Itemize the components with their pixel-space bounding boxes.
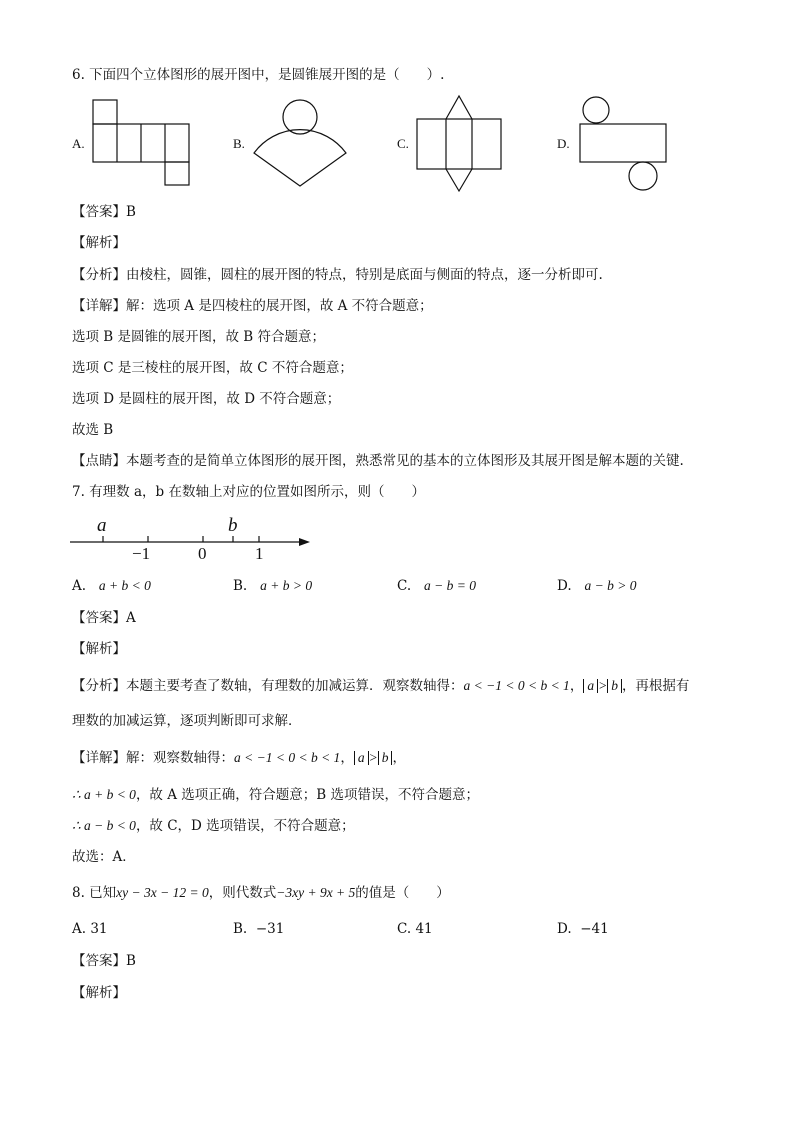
q6-option-d-label: D.: [557, 136, 570, 151]
q7-fenxi-abs-a: a: [583, 679, 598, 693]
q7-xiangjie: 【详解】解：观察数轴得：a < −1 < 0 < b < 1， a > b ，: [72, 750, 406, 766]
q8-stem-post: 的值是（ ）: [355, 885, 450, 901]
q7-option-b-label: B.: [233, 578, 248, 594]
q8-option-a-value: 31: [90, 921, 108, 937]
q7-therefore-2-expr: ∴ a − b < 0: [72, 818, 136, 833]
q7-therefore-2: [72, 817, 355, 835]
q7-therefore-2-text: ，故 C，D 选项错误，不符合题意；: [135, 818, 355, 834]
q7-option-a-label: A.: [72, 578, 87, 594]
q6-fenxi: 【分析】由棱柱，圆锥，圆柱的展开图的特点，特别是底面与侧面的特点，逐一分析即可.: [72, 267, 603, 283]
q7-option-c-expr: a − b = 0: [424, 578, 476, 593]
q7-option-d-label: D.: [557, 578, 572, 594]
q8-stem-pre: 8. 已知: [72, 885, 117, 901]
q8-option-c: [397, 921, 433, 937]
q7-tick-1-label: 1: [255, 544, 264, 563]
q7-option-c: [397, 578, 476, 594]
q7-point-b-label: b: [228, 515, 238, 536]
q7-fenxi-tail: ，再根据有: [621, 678, 690, 694]
q7-fenxi-line2: 理数的加减运算，逐项判断即可求解．: [72, 713, 302, 729]
q6-conclusion: 故选 B: [72, 422, 114, 438]
q6-line-c: 选项 C 是三棱柱的展开图，故 C 不符合题意；: [72, 360, 353, 376]
q7-conclusion: 故选：A．: [72, 849, 136, 865]
q6-stem: 6. 下面四个立体图形的展开图中，是圆锥展开图的是（ ）.: [72, 67, 445, 83]
q7-fenxi-line1: 【分析】本题主要考查了数轴，有理数的加减运算．观察数轴得：a < −1 < 0 < b < 1， a > b ，再根据有: [72, 678, 690, 694]
q7-option-a: [72, 578, 151, 594]
q7-tick-0-label: 0: [198, 544, 207, 563]
q8-option-c-value: 41: [415, 921, 433, 937]
q6-answer: 【答案】B: [72, 204, 136, 220]
q8-option-b-label: B.: [233, 921, 248, 937]
q7-analysis-heading: 【解析】: [72, 641, 126, 657]
q6-xiangjie: 【详解】解：选项 A 是四棱柱的展开图，故 A 不符合题意；: [72, 298, 433, 314]
q6-option-c-label: C.: [397, 136, 409, 151]
q7-therefore-1: [72, 786, 479, 804]
q8-option-d-label: D.: [557, 921, 572, 937]
q6-line-b: 选项 B 是圆锥的展开图，故 B 符合题意；: [72, 329, 326, 345]
q8-stem-mid: ，则代数式: [208, 885, 277, 901]
q7-option-c-label: C.: [397, 578, 412, 594]
q8-stem: [72, 884, 450, 902]
q7-therefore-1-expr: ∴ a + b < 0: [72, 787, 136, 802]
q7-stem: 7. 有理数 a，b 在数轴上对应的位置如图所示，则（ ）: [72, 484, 425, 500]
q7-fenxi-gt: >: [598, 678, 608, 693]
q7-fenxi-text: 【分析】本题主要考查了数轴，有理数的加减运算．观察数轴得：: [72, 678, 464, 694]
q7-option-b-expr: a + b > 0: [260, 578, 313, 593]
q6-dianjing: 【点睛】本题考查的是简单立体图形的展开图，熟悉常见的基本的立体图形及其展开图是解本题的关键.: [72, 453, 684, 469]
q7-option-d-expr: a − b > 0: [584, 578, 637, 593]
q6-option-a-label: A.: [72, 136, 85, 151]
q7-xiangjie-abs-a: a: [354, 751, 369, 765]
q6-figure-b-cone-net: [252, 98, 348, 188]
q8-option-c-label: C.: [397, 921, 412, 937]
q8-answer: 【答案】B: [72, 953, 136, 969]
q8-option-d: [557, 921, 609, 937]
q6-figure-d-cylinder-net: [578, 95, 668, 193]
q7-xiangjie-abs-b: b: [378, 751, 393, 765]
q7-xiangjie-inequality: a < −1 < 0 < b < 1: [234, 750, 341, 765]
q6-figure-c-triangular-prism-net: [416, 95, 504, 193]
q7-xiangjie-text: 【详解】解：观察数轴得：: [72, 750, 234, 766]
q8-stem-expression: −3xy + 9x + 5: [276, 885, 356, 900]
q7-fenxi-inequality: a < −1 < 0 < b < 1: [463, 678, 570, 693]
q8-stem-equation: xy − 3x − 12 = 0: [116, 885, 209, 900]
q7-tick-neg1-label: −1: [132, 544, 151, 563]
q6-line-d: 选项 D 是圆柱的展开图，故 D 不符合题意；: [72, 391, 341, 407]
q8-option-a-label: A.: [72, 921, 87, 937]
q6-figure-a-prism-net: [92, 99, 192, 189]
q7-answer: 【答案】A: [72, 610, 136, 626]
q6-option-b-label: B.: [233, 136, 245, 151]
q8-option-a: [72, 921, 108, 937]
q7-fenxi-abs-b: b: [607, 679, 622, 693]
q6-analysis-heading: 【解析】: [72, 235, 126, 251]
q8-option-b-value: −31: [255, 921, 285, 937]
q7-option-b: [233, 578, 312, 594]
q7-option-d: [557, 578, 637, 594]
q7-xiangjie-gt: >: [368, 750, 378, 765]
q7-point-a-label: a: [97, 515, 107, 536]
q8-option-d-value: −41: [580, 921, 609, 937]
q7-therefore-1-text: ，故 A 选项正确，符合题意；B 选项错误，不符合题意；: [135, 787, 479, 803]
q8-analysis-heading: 【解析】: [72, 985, 126, 1001]
q7-number-line: [70, 512, 315, 562]
q7-option-a-expr: a + b < 0: [98, 578, 151, 593]
q8-option-b: [233, 921, 284, 937]
